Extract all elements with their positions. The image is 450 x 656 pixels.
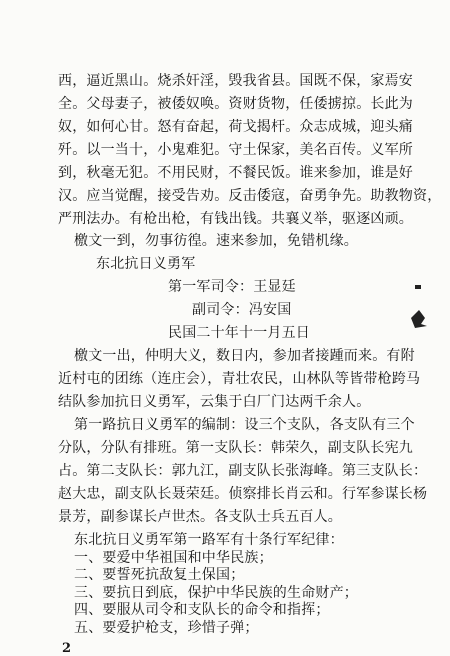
list-item: 一、要爱中华祖国和中华民族； [74, 549, 273, 566]
text-line: 景芳，副参谋长卢世杰。各支队士兵五百人。 [58, 509, 342, 525]
text-line: 到，秋毫无犯。不用民财，不餐民饭。谁来参加，谁是好 [58, 165, 413, 181]
list-item: 五、要爱护枪支，珍惜子弹； [74, 619, 259, 636]
text-line: 结队参加抗日义勇军，云集于白厂门达两千余人。 [58, 394, 371, 410]
document-date: 民国二十年十一月五日 [168, 325, 310, 341]
text-line: 严刑法办。有枪出枪，有钱出钱。共襄义举，驱逐凶顽。 [58, 211, 413, 227]
ink-mark-icon [405, 280, 435, 340]
text-line: 赵大忠，副支队长聂荣廷。侦察排长肖云和。行军参谋长杨 [58, 486, 428, 502]
text-line: 汉。应当觉醒，接受告劝。反击倭寇，奋勇争先。助教物资， [58, 188, 442, 204]
text-line: 西，逼近黑山。烧杀奸淫，毁我省县。国既不保，家焉安 [58, 73, 413, 89]
text-line: 占。第二支队长：郭九江，副支队长张海峰。第三支队长： [58, 463, 428, 479]
text-line: 近村屯的团练（连庄会），青壮农民，山林队等皆带枪跨马 [58, 371, 421, 387]
text-line: 分队，分队有排班。第一支队长：韩荣久，副支队长宪九 [58, 440, 413, 456]
signature-organization: 东北抗日义勇军 [96, 256, 196, 272]
list-item: 三、要抗日到底，保护中华民族的生命财产； [74, 584, 358, 601]
list-item: 四、要服从司令和支队长的命令和指挥； [74, 602, 330, 618]
text-line: 第一路抗日义勇军的编制：设三个支队，各支队有三个 [74, 417, 415, 433]
page-number: 2 [62, 641, 72, 656]
text-line: 东北抗日义勇军第一路军有十条行军纪律： [74, 532, 344, 548]
signature-commander: 第一军司令：王显廷 [168, 279, 296, 295]
text-line: 檄文一到，勿事彷徨。速来参加，免错机缘。 [74, 233, 358, 249]
text-line: 全。父母妻子，被倭奴唤。资财货物，任倭掳掠。长此为 [58, 96, 413, 112]
signature-deputy-commander: 副司令：冯安国 [192, 302, 292, 318]
list-item: 二、要誓死抗敌复土保国； [74, 567, 245, 583]
text-line: 檄文一出，仲明大义，数日内，参加者接踵而来。有附 [74, 348, 415, 364]
text-line: 歼。以一当十，小鬼难犯。守土保家，美名百传。义军所 [58, 142, 413, 158]
text-line: 奴，如何心甘。怒有奋起，荷戈揭杆。众志成城，迎头痛 [58, 119, 413, 135]
